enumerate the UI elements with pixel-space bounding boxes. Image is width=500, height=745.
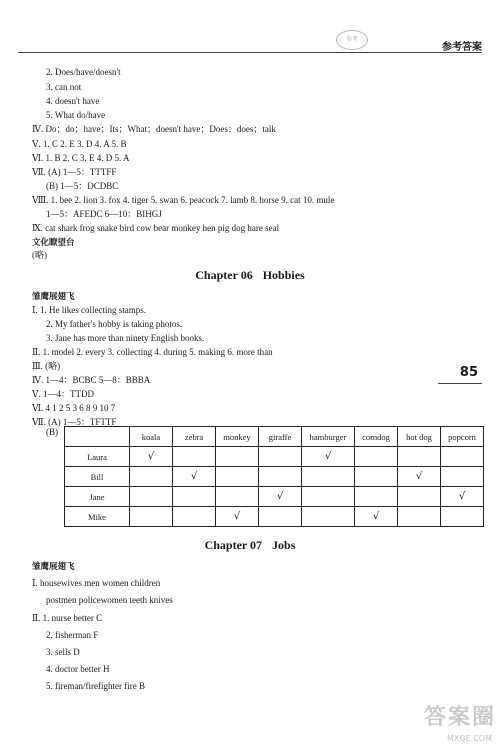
answer-line: postmen policewomen teeth knives: [46, 595, 173, 605]
page-number: 85: [459, 365, 478, 380]
column-header: monkey: [216, 427, 259, 447]
table-cell: [302, 507, 355, 527]
table-cell: [259, 447, 302, 467]
table-cell: √: [441, 487, 484, 507]
table-cell: √: [130, 447, 173, 467]
table-cell: [441, 507, 484, 527]
chapter-label: Chapter 06: [195, 268, 253, 282]
chapter-07-heading: [0, 538, 500, 553]
table-cell: [173, 447, 216, 467]
table-cell: √: [355, 507, 398, 527]
answer-line: Ⅰ. 1. He likes collecting stamps.: [32, 305, 147, 315]
column-header: hamburger: [302, 427, 355, 447]
answer-line: Ⅷ. 1. bee 2. lion 3. fox 4. tiger 5. swan 6. peacock 7. lamb 8. horse 9. cat 10. mule: [32, 195, 335, 205]
table-cell: [130, 467, 173, 487]
table-cell: [259, 467, 302, 487]
section-title: 雏鹰展翅飞: [32, 292, 75, 302]
answer-line: 2. My father's hobby is taking photos.: [46, 319, 183, 329]
table-cell: √: [216, 507, 259, 527]
table-cell: [355, 467, 398, 487]
answer-line: 2. Does/have/doesn't: [46, 67, 121, 77]
answer-line: Ⅶ. (A) 1—5：TFTTF: [32, 417, 117, 427]
row-name: Jane: [65, 487, 130, 507]
table-row: [65, 507, 484, 527]
table-label: (B): [46, 427, 58, 437]
table-row: [65, 447, 484, 467]
table-cell: [130, 487, 173, 507]
chapter-title: Jobs: [272, 538, 296, 552]
table-cell: [398, 507, 441, 527]
table-cell: [216, 467, 259, 487]
answer-line: 4. doesn't have: [46, 96, 100, 106]
answer-line: Ⅰ. housewives men women children: [32, 578, 161, 588]
column-header: hot dog: [398, 427, 441, 447]
table-cell: [130, 507, 173, 527]
table-cell: √: [398, 467, 441, 487]
table-cell: [302, 467, 355, 487]
answer-line: 2. fisherman F: [46, 630, 99, 640]
table-cell: [302, 487, 355, 507]
table-header-row: [65, 427, 484, 447]
answer-line: Ⅸ. cat shark frog snake bird cow bear monkey hen pig dog hare seal: [32, 223, 280, 233]
watermark-url: MXQE.COM: [446, 734, 492, 743]
chapter-label: Chapter 07: [204, 538, 263, 552]
watermark-logo: 答案圈: [423, 705, 496, 730]
table-row: [65, 487, 484, 507]
table-cell: [216, 447, 259, 467]
chapter-title: Hobbies: [262, 268, 305, 282]
answer-line: Ⅱ. 1. model 2. every 3. collecting 4. during 5. making 6. more than: [32, 347, 273, 357]
table-cell: √: [302, 447, 355, 467]
answer-line: 1—5：AFEDC 6—10：BIHGJ: [46, 209, 162, 219]
table-cell: [398, 447, 441, 467]
row-name: Laura: [65, 447, 130, 467]
row-name: Mike: [65, 507, 130, 527]
table-cell: [441, 447, 484, 467]
hobbies-table: [64, 426, 484, 527]
column-header: zebra: [173, 427, 216, 447]
answer-line: Ⅴ. 1. C 2. E 3. D 4. A 5. B: [32, 139, 127, 149]
page-header-title: 参考答案: [442, 42, 482, 53]
table-corner-cell: [65, 427, 130, 447]
section-title: 雏鹰展翅飞: [32, 562, 75, 572]
table-cell: [398, 487, 441, 507]
publisher-logo: 参考: [336, 30, 368, 50]
answer-line: 5. fireman/firefighter fire B: [46, 681, 145, 691]
table-cell: [355, 487, 398, 507]
chapter-06-heading: [0, 268, 500, 283]
answer-line: Ⅱ. 1. nurse better C: [32, 613, 103, 623]
answer-line: 5. What do/have: [46, 110, 106, 120]
table-cell: [259, 507, 302, 527]
answer-line: Ⅴ. 1—4：TTDD: [32, 389, 94, 399]
answer-line: 4. doctor better H: [46, 664, 110, 674]
column-header: koala: [130, 427, 173, 447]
culture-note: (略): [32, 250, 47, 260]
answer-line: Ⅲ. (略): [32, 361, 61, 371]
answer-line: Ⅳ. 1—4：BCBC 5—8：BBBA: [32, 375, 151, 385]
answer-line: Ⅵ. 4 1 2 5 3 6 8 9 10 7: [32, 403, 116, 413]
table-cell: √: [259, 487, 302, 507]
table-cell: [173, 507, 216, 527]
answer-line: Ⅳ. Do；do；have；Its；What；doesn't have；Does；does；talk: [32, 124, 276, 134]
header-rule: [18, 52, 482, 53]
column-header: giraffe: [259, 427, 302, 447]
answer-line: Ⅶ. (A) 1—5：TTTFF: [32, 167, 117, 177]
column-header: corndog: [355, 427, 398, 447]
table-cell: √: [173, 467, 216, 487]
page-number-rule: [438, 383, 482, 384]
table-cell: [441, 467, 484, 487]
row-name: Bill: [65, 467, 130, 487]
answer-line: 3. sells D: [46, 647, 80, 657]
answer-line: 3. Jane has more than ninety English books.: [46, 333, 205, 343]
answer-line: (B) 1—5：DCDBC: [46, 181, 119, 191]
table-cell: [216, 487, 259, 507]
culture-section-title: 文化瞭望台: [32, 238, 75, 248]
table-row: [65, 467, 484, 487]
table-cell: [355, 447, 398, 467]
answer-line: Ⅵ. 1. B 2. C 3. E 4. D 5. A: [32, 153, 130, 163]
column-header: popcorn: [441, 427, 484, 447]
answer-line: 3. can not: [46, 82, 82, 92]
table-cell: [173, 487, 216, 507]
